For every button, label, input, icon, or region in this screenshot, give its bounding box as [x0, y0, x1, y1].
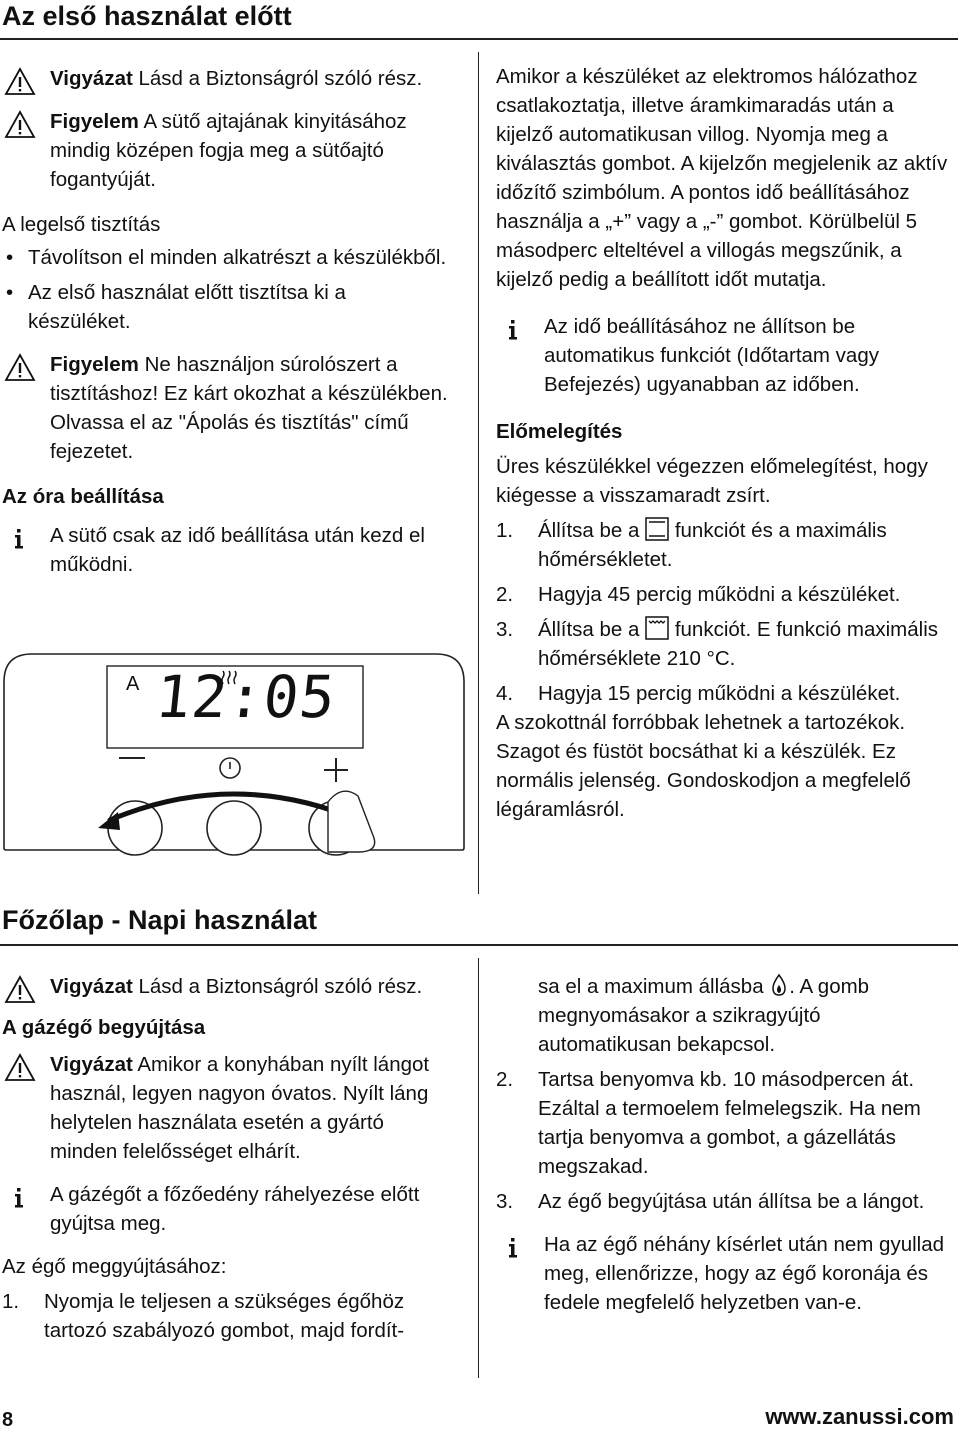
- column-divider: [478, 52, 479, 894]
- info-icon: [4, 1183, 34, 1213]
- warning-icon: [4, 67, 36, 96]
- list-item-continued: sa el a maximum állásba . A gomb megnyomásakor a szikragyújtó automatikusan bekapcsol.: [538, 975, 870, 1056]
- warning-note: [2, 64, 450, 93]
- caution-text: A sütő ajtajának kinyitásához mindig középen fogja meg a sütőajtó fogantyúját.: [50, 110, 407, 191]
- website-link[interactable]: www.zanussi.com: [765, 1404, 954, 1429]
- section-rule: [0, 38, 958, 40]
- section-rule: [0, 944, 958, 946]
- list-item: 3. Az égő begyújtása után állítsa be a lángot.: [496, 1190, 925, 1213]
- warning-text: Lásd a Biztonságról szóló rész.: [132, 67, 423, 90]
- warning-text: Lásd a Biztonságról szóló rész.: [132, 975, 423, 998]
- right-column-hob: [496, 972, 948, 1317]
- warning-note: [2, 972, 450, 1001]
- preheat-steps: [496, 516, 948, 708]
- list-item: 1. Állítsa be a funkciót és a maximális hőmérsékletet.: [496, 519, 887, 571]
- section-title: Az első használat előtt: [2, 1, 292, 31]
- warning-label: Vigyázat: [50, 975, 133, 998]
- left-column-hob: [2, 972, 450, 1345]
- clock-heading: Az óra beállítása: [2, 485, 164, 508]
- control-panel-illustration: [2, 652, 466, 852]
- list-item: 2. Hagyja 45 percig működni a készüléket.: [496, 583, 901, 606]
- ignite-intro: Az égő meggyújtásához:: [2, 1255, 227, 1278]
- list-item: 2. Tartsa benyomva kb. 10 másodpercen át. Ezáltal a termoelem felmelegszik. Ha nem tartja benyomva a gombot, a gázellátás megszakad.: [496, 1068, 921, 1178]
- section-title: Főzőlap - Napi használat: [2, 905, 318, 935]
- ignite-heading: A gázégő begyújtása: [2, 1016, 206, 1039]
- warning-icon: [4, 110, 36, 139]
- warning-label: Vigyázat: [50, 1053, 133, 1076]
- preheat-heading: Előmelegítés: [496, 420, 623, 443]
- info-icon: [498, 315, 528, 345]
- grill-icon: [645, 616, 669, 640]
- info-note: [496, 312, 948, 399]
- info-icon: [498, 1233, 528, 1263]
- info-text: Az idő beállításához ne állítson be automatikus funkciót (Időtartam vagy Befejezés) ugyanabban az időben.: [544, 315, 879, 396]
- caution-text: Ne használjon súrolószert a tisztításhoz! Ez kárt okozhat a készülékben. Olvassa el az "Ápolás és tisztítás" című fejezetet.: [50, 353, 448, 463]
- warning-icon: [4, 1053, 36, 1082]
- info-note: [2, 1180, 450, 1238]
- left-column: [2, 64, 450, 579]
- caution-note: [2, 107, 450, 194]
- page-number: 8: [2, 1409, 14, 1431]
- top-bottom-heat-icon: [645, 517, 669, 541]
- display-letter: A: [126, 673, 140, 695]
- display-time: 12:05: [152, 663, 340, 731]
- caution-note-cleaning: [2, 350, 450, 466]
- info-text: A sütő csak az idő beállítása után kezd el működni.: [50, 524, 425, 576]
- info-text: Ha az égő néhány kísérlet után nem gyullad meg, ellenőrizze, hogy az égő koronája és fedele megfelelő helyzetben van-e.: [544, 1233, 945, 1314]
- column-divider: [478, 958, 479, 1378]
- warning-label: Vigyázat: [50, 67, 133, 90]
- cleaning-list: [2, 243, 450, 336]
- flame-icon: [769, 973, 789, 997]
- warning-note-flame: [2, 1050, 450, 1166]
- cleaning-heading: A legelső tisztítás: [2, 213, 161, 236]
- list-item: 4. Hagyja 15 percig működni a készüléket.: [496, 682, 901, 705]
- list-item: 3. Állítsa be a funkciót. E funkció maximális hőmérséklete 210 °C.: [496, 618, 938, 670]
- info-note: [496, 1230, 948, 1317]
- caution-label: Figyelem: [50, 353, 139, 376]
- list-item: 1. Nyomja le teljesen a szükséges égőhöz tartozó szabályozó gombot, majd fordít-: [2, 1290, 405, 1342]
- list-item: • Az első használat előtt tisztítsa ki a készüléket.: [2, 278, 450, 336]
- clock-instructions: Amikor a készüléket az elektromos hálózathoz csatlakoztatja, illetve áramkimaradás után a kijelző automatikusan villog. Nyomja meg a kiválasztás gombot. A kijelzőn megjelenik az aktív időzítő szimbólum. A pontos idő beállításához használja a „+” vagy a „-” gombot. Körülbelül 5 másodperc elteltével a villogás megszűnik, a kijelző pedig a beállított időt mutatja.: [496, 65, 948, 291]
- info-text: A gázégőt a főzőedény ráhelyezése előtt gyújtsa meg.: [50, 1183, 420, 1235]
- warning-text: Amikor a konyhában nyílt lángot használ, legyen nagyon óvatos. Nyílt láng helytelen használata esetén a gyártó minden felelősséget elhárít.: [50, 1053, 430, 1163]
- warning-icon: [4, 975, 36, 1004]
- preheat-text: Üres készülékkel végezzen előmelegítést, hogy kiégesse a visszamaradt zsírt.: [496, 455, 928, 507]
- caution-label: Figyelem: [50, 110, 139, 133]
- warning-icon: [4, 353, 36, 382]
- right-column: [496, 62, 948, 824]
- heat-icon: [220, 670, 240, 686]
- info-icon: [4, 524, 34, 554]
- list-item: • Távolítson el minden alkatrészt a készülékből.: [2, 243, 450, 272]
- info-note: [2, 521, 450, 579]
- closing-text: A szokottnál forróbbak lehetnek a tartozékok. Szagot és füstöt bocsáthat ki a készülék. Ez normális jelenség. Gondoskodjon a megfelelő légáramlásról.: [496, 711, 911, 821]
